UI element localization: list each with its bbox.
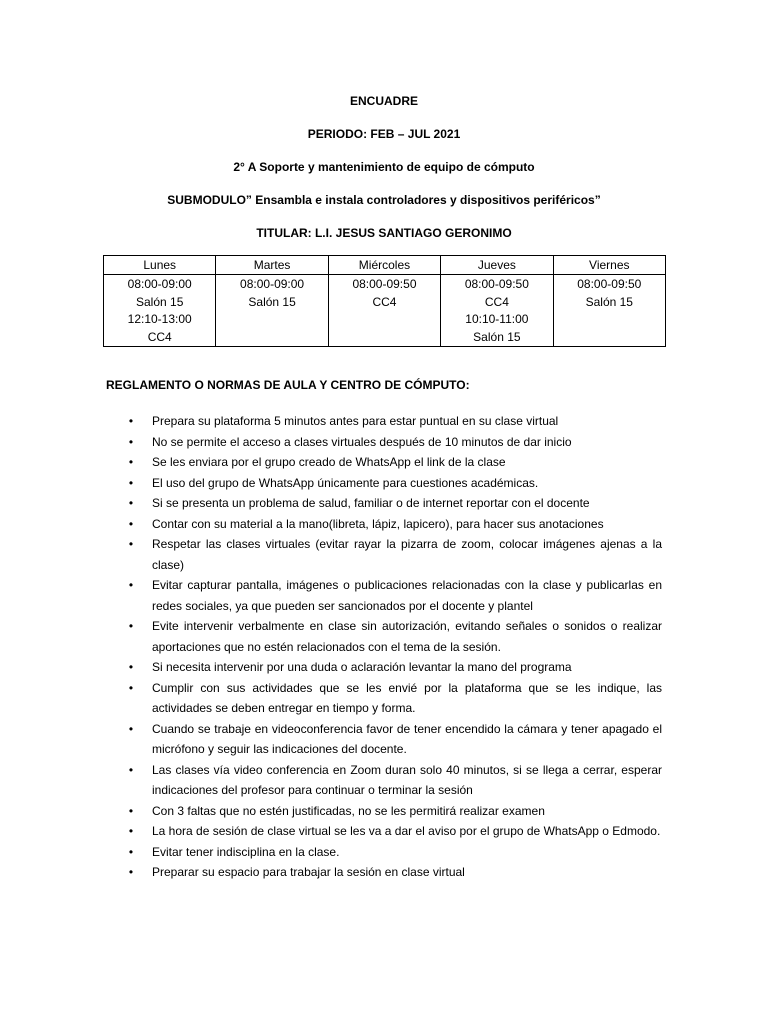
- schedule-entry: 08:00-09:50: [352, 277, 417, 291]
- schedule-table: [103, 255, 666, 347]
- list-item: [126, 411, 662, 432]
- rule-text: Si se presenta un problema de salud, familiar o de internet reportar con el docente: [152, 496, 590, 510]
- rule-text: Respetar las clases virtuales (evitar rayar la pizarra de zoom, colocar imágenes ajenas a la clase): [152, 537, 662, 572]
- list-item: [126, 616, 662, 657]
- rule-text: Preparar su espacio para trabajar la sesión en clase virtual: [152, 865, 465, 879]
- list-item: [126, 514, 662, 535]
- bullet-icon: •: [128, 516, 134, 531]
- submodule-heading: SUBMODULO” Ensambla e instala controladores y dispositivos periféricos”: [167, 193, 601, 207]
- bullet-icon: •: [128, 475, 134, 490]
- list-item: [126, 534, 662, 575]
- bullet-icon: •: [128, 762, 134, 777]
- bullet-icon: •: [128, 496, 134, 510]
- list-item: [126, 801, 662, 822]
- bullet-icon: •: [128, 537, 134, 551]
- rule-text: Cuando se trabaje en videoconferencia favor de tener encendido la cámara y tener apagado el micrófono y seguir las indicaciones del docente.: [152, 721, 662, 756]
- schedule-cell-monday: [104, 275, 216, 347]
- period-heading: PERIODO: FEB – JUL 2021: [307, 127, 461, 141]
- bullet-icon: •: [128, 803, 134, 818]
- schedule-body-row: [104, 275, 666, 347]
- rule-text: Evitar tener indisciplina en la clase.: [152, 844, 340, 859]
- day-header-thursday: Jueves: [441, 256, 553, 275]
- schedule-entry: CC4: [484, 294, 509, 309]
- rule-text: Se les enviara por el grupo creado de WhatsApp el link de la clase: [152, 455, 506, 469]
- list-item: [126, 432, 662, 453]
- list-item: [126, 575, 662, 616]
- rules-list: [126, 411, 662, 883]
- bullet-icon: •: [128, 619, 134, 633]
- list-item: [126, 842, 662, 863]
- bullet-icon: •: [128, 721, 134, 736]
- bullet-icon: •: [128, 680, 134, 695]
- rule-text: La hora de sesión de clase virtual se les va a dar el aviso por el grupo de WhatsApp o Edmodo.: [152, 824, 661, 838]
- day-header-friday: Viernes: [553, 256, 665, 275]
- rule-text: Evite intervenir verbalmente en clase sin autorización, evitando señales o sonidos o realizar aportaciones que no estén relacionados con el tema de la sesión.: [152, 619, 662, 654]
- schedule-entry: 08:00-09:00: [240, 277, 305, 291]
- list-item: [126, 678, 662, 719]
- day-header-wednesday: Miércoles: [328, 256, 440, 275]
- schedule-entry: Salón 15: [585, 294, 633, 309]
- rule-text: No se permite el acceso a clases virtuales después de 10 minutos de dar inicio: [152, 434, 572, 449]
- schedule-cell-tuesday: [216, 275, 328, 347]
- bullet-icon: •: [128, 434, 134, 449]
- list-item: [126, 862, 662, 883]
- document-title: ENCUADRE: [349, 94, 418, 108]
- list-item: [126, 719, 662, 760]
- rules-heading: REGLAMENTO O NORMAS DE AULA Y CENTRO DE CÓMPUTO:: [106, 378, 470, 392]
- teacher-heading: TITULAR: L.I. JESUS SANTIAGO GERONIMO: [256, 226, 512, 240]
- bullet-icon: •: [128, 578, 134, 592]
- rule-text: Si necesita intervenir por una duda o aclaración levantar la mano del programa: [152, 660, 572, 674]
- day-header-tuesday: Martes: [216, 256, 328, 275]
- list-item: [126, 473, 662, 494]
- schedule-entry: 12:10-13:00: [127, 312, 192, 326]
- bullet-icon: •: [128, 865, 134, 879]
- schedule-entry: CC4: [147, 329, 172, 344]
- rule-text: Prepara su plataforma 5 minutos antes para estar puntual en su clase virtual: [152, 414, 559, 428]
- schedule-entry: Salón 15: [136, 294, 184, 309]
- schedule-entry: 08:00-09:50: [577, 277, 642, 291]
- schedule-entry: 08:00-09:00: [127, 277, 192, 291]
- schedule-cell-wednesday: [328, 275, 440, 347]
- schedule-entry: Salón 15: [248, 294, 296, 309]
- bullet-icon: •: [128, 824, 134, 838]
- bullet-icon: •: [128, 660, 134, 674]
- bullet-icon: •: [128, 455, 134, 469]
- schedule-cell-thursday: [441, 275, 553, 347]
- schedule-entry: CC4: [372, 294, 397, 309]
- rule-text: El uso del grupo de WhatsApp únicamente para cuestiones académicas.: [152, 475, 539, 490]
- rule-text: Las clases vía video conferencia en Zoom duran solo 40 minutos, si se llega a cerrar, esperar indicaciones del profesor para continuar o terminar la sesión: [152, 762, 662, 797]
- schedule-cell-friday: [553, 275, 665, 347]
- day-header-monday: Lunes: [104, 256, 216, 275]
- list-item: [126, 821, 662, 842]
- bullet-icon: •: [128, 414, 134, 428]
- list-item: [126, 657, 662, 678]
- schedule-entry: Salón 15: [473, 329, 521, 344]
- list-item: [126, 452, 662, 473]
- list-item: [126, 760, 662, 801]
- schedule-entry: 10:10-11:00: [465, 312, 529, 326]
- rule-text: Con 3 faltas que no estén justificadas, no se les permitirá realizar examen: [152, 803, 545, 818]
- schedule-header-row: [104, 256, 666, 275]
- schedule-entry: 08:00-09:50: [464, 277, 529, 291]
- bullet-icon: •: [128, 844, 134, 859]
- rule-text: Contar con su material a la mano(libreta, lápiz, lapicero), para hacer sus anotaciones: [152, 516, 604, 531]
- course-heading: 2° A Soporte y mantenimiento de equipo de cómputo: [233, 160, 535, 174]
- rule-text: Cumplir con sus actividades que se les envié por la plataforma que se les indique, las actividades se deben entregar en tiempo y forma.: [152, 680, 662, 715]
- rule-text: Evitar capturar pantalla, imágenes o publicaciones relacionadas con la clase y publicarlas en redes sociales, ya que pueden ser sancionados por el docente y plantel: [152, 578, 662, 613]
- list-item: [126, 493, 662, 514]
